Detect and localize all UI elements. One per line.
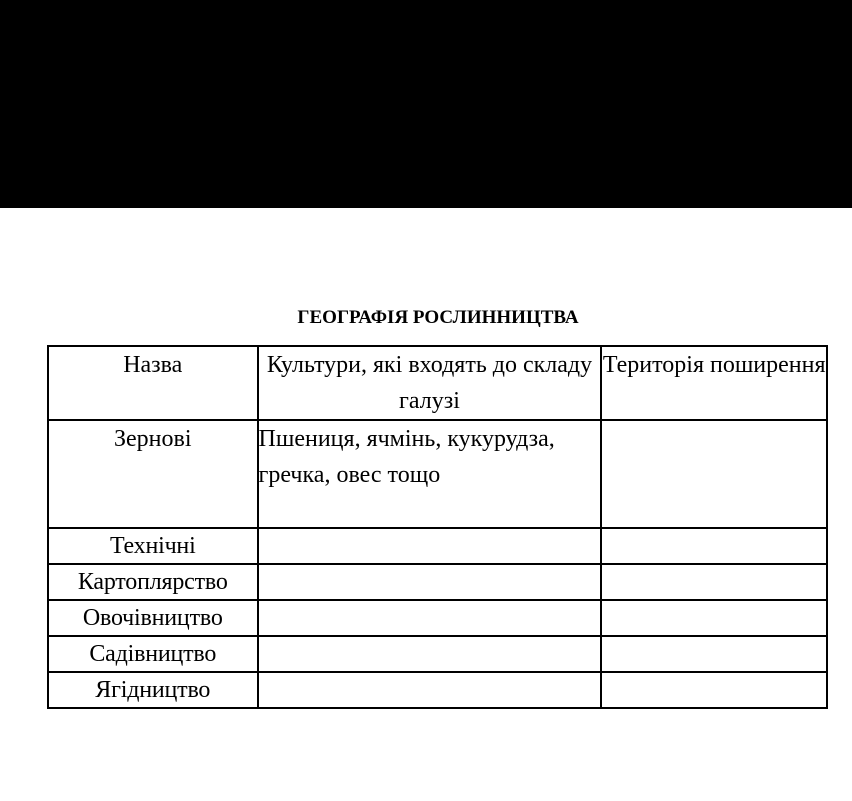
row-territory-cell xyxy=(601,600,827,636)
row-name-cell: Овочівництво xyxy=(48,600,258,636)
row-name-cell: Зернові xyxy=(48,420,258,528)
row-crops-cell xyxy=(258,528,602,564)
table-row xyxy=(48,672,827,708)
document-title: ГЕОГРАФІЯ РОСЛИННИЦТВА xyxy=(297,307,579,328)
row-territory-cell xyxy=(601,636,827,672)
redacted-top-band xyxy=(0,0,852,208)
header-territory: Територія поширення xyxy=(601,346,827,420)
row-crops-cell xyxy=(258,636,602,672)
header-crops: Культури, які входять до складу галузі xyxy=(258,346,602,420)
row-territory-cell xyxy=(601,420,827,528)
row-crops-cell xyxy=(258,600,602,636)
header-name: Назва xyxy=(48,346,258,420)
table-row xyxy=(48,528,827,564)
row-territory-cell xyxy=(601,672,827,708)
row-crops-cell xyxy=(258,564,602,600)
row-territory-cell xyxy=(601,528,827,564)
table-row xyxy=(48,636,827,672)
table-row xyxy=(48,420,827,528)
row-name-cell: Технічні xyxy=(48,528,258,564)
row-name-cell: Ягідництво xyxy=(48,672,258,708)
crop-geography-table xyxy=(47,345,828,709)
row-name-cell: Садівництво xyxy=(48,636,258,672)
table-row xyxy=(48,564,827,600)
table-row xyxy=(48,600,827,636)
row-territory-cell xyxy=(601,564,827,600)
table-header-row xyxy=(48,346,827,420)
row-crops-cell: Пшениця, ячмінь, кукурудза, гречка, овес тощо xyxy=(258,420,602,528)
row-name-cell: Картоплярство xyxy=(48,564,258,600)
row-crops-cell xyxy=(258,672,602,708)
